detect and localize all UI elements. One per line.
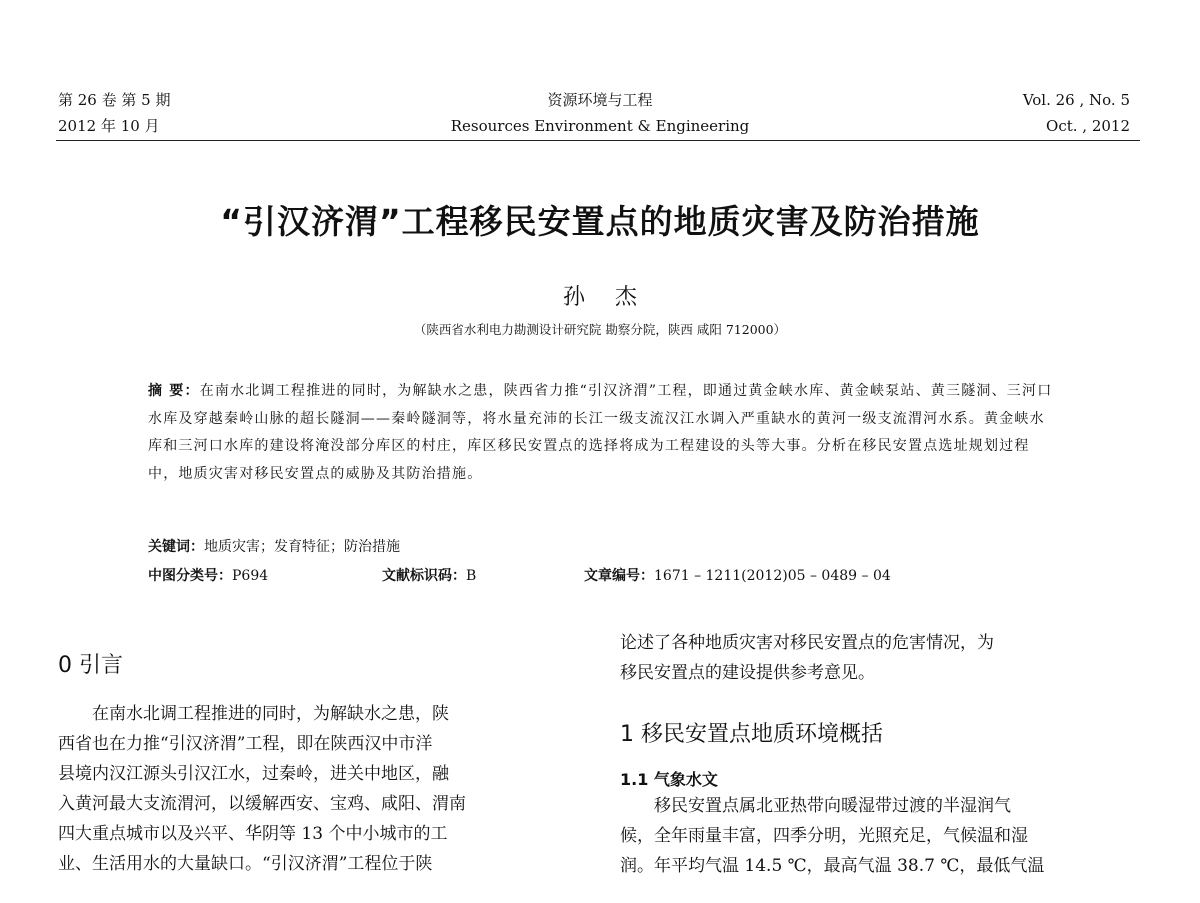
abstract-text: 在南水北调工程推进的同时，为解缺水之患，陕西省力推“引汉济渭”工程，即通过黄金峡水库、黄金峡泵站、黄三隧洞、三河口水库及穿越秦岭山脉的超长隧洞——秦岭隧洞等，将水量充沛的长江一级支流汉江水调入严重缺水的黄河一级支流渭河水系。黄金峡水库和三河口水库的建设将淹没部分库区的村庄，库区移民安置点的选择将成为工程建设的头等大事。分析在移民安置点选址规划过程中，地质灾害对移民安置点的威胁及其防治措施。 [148, 383, 1053, 482]
body-line: 四大重点城市以及兴平、华阴等 13 个中小城市的工 [58, 824, 448, 844]
journal-vol-en: Vol. 26 , No. 5 [1022, 91, 1130, 109]
body-line: 业、生活用水的大量缺口。“引汉济渭”工程位于陕 [58, 854, 433, 874]
section-heading-geology: 1 移民安置点地质环境概括 [620, 722, 883, 747]
clc-value: P694 [232, 568, 269, 584]
document-code [382, 565, 476, 585]
section-heading-intro: 0 引言 [58, 653, 123, 678]
keywords-label: 关键词： [148, 539, 204, 555]
body-line: 论述了各种地质灾害对移民安置点的危害情况，为 [620, 633, 994, 653]
body-line: 入黄河最大支流渭河，以缓解西安、宝鸡、咸阳、渭南 [58, 794, 466, 814]
body-line: 润。年平均气温 14.5 ℃，最高气温 38.7 ℃，最低气温 [620, 856, 1045, 876]
header-rule [56, 140, 1140, 141]
keywords-text: 地质灾害；发育特征；防治措施 [204, 539, 400, 555]
doc-value: B [466, 568, 477, 584]
article-title: “引汉济渭”工程移民安置点的地质灾害及防治措施 [220, 202, 980, 241]
doc-label: 文献标识码： [382, 568, 466, 584]
clc-number [148, 565, 268, 585]
article-affiliation: （陕西省水利电力勘测设计研究院 勘察分院，陕西 咸阳 712000） [413, 322, 787, 337]
body-line: 西省也在力推“引汉济渭”工程，即在陕西汉中市洋 [58, 734, 433, 754]
article-number-value: 1671 – 1211(2012)05 – 0489 – 04 [654, 568, 891, 584]
subsection-heading-climate: 1.1 气象水文 [620, 770, 718, 789]
journal-name-en: Resources Environment & Engineering [450, 117, 750, 135]
article-number-label: 文章编号： [584, 568, 654, 584]
body-line: 在南水北调工程推进的同时，为解缺水之患，陕 [58, 704, 449, 724]
body-line: 县境内汉江源头引汉江水，过秦岭，进关中地区，融 [58, 764, 449, 784]
keywords [148, 536, 400, 556]
article-author: 孙杰 [562, 285, 667, 310]
body-line: 移民安置点的建设提供参考意见。 [620, 663, 875, 683]
journal-date-en: Oct. , 2012 [1046, 117, 1130, 135]
journal-name-cn: 资源环境与工程 [547, 91, 653, 109]
abstract [148, 378, 1058, 488]
body-line: 移民安置点属北亚热带向暖湿带过渡的半湿润气 [620, 796, 1011, 816]
abstract-label: 摘 要： [148, 383, 200, 399]
article-number [584, 565, 891, 585]
body-line: 候，全年雨量丰富，四季分明，光照充足，气候温和湿 [620, 826, 1028, 846]
journal-volume-issue: 第 26 卷 第 5 期 [58, 91, 171, 109]
clc-label: 中图分类号： [148, 568, 232, 584]
journal-year-month: 2012 年 10 月 [58, 117, 160, 135]
